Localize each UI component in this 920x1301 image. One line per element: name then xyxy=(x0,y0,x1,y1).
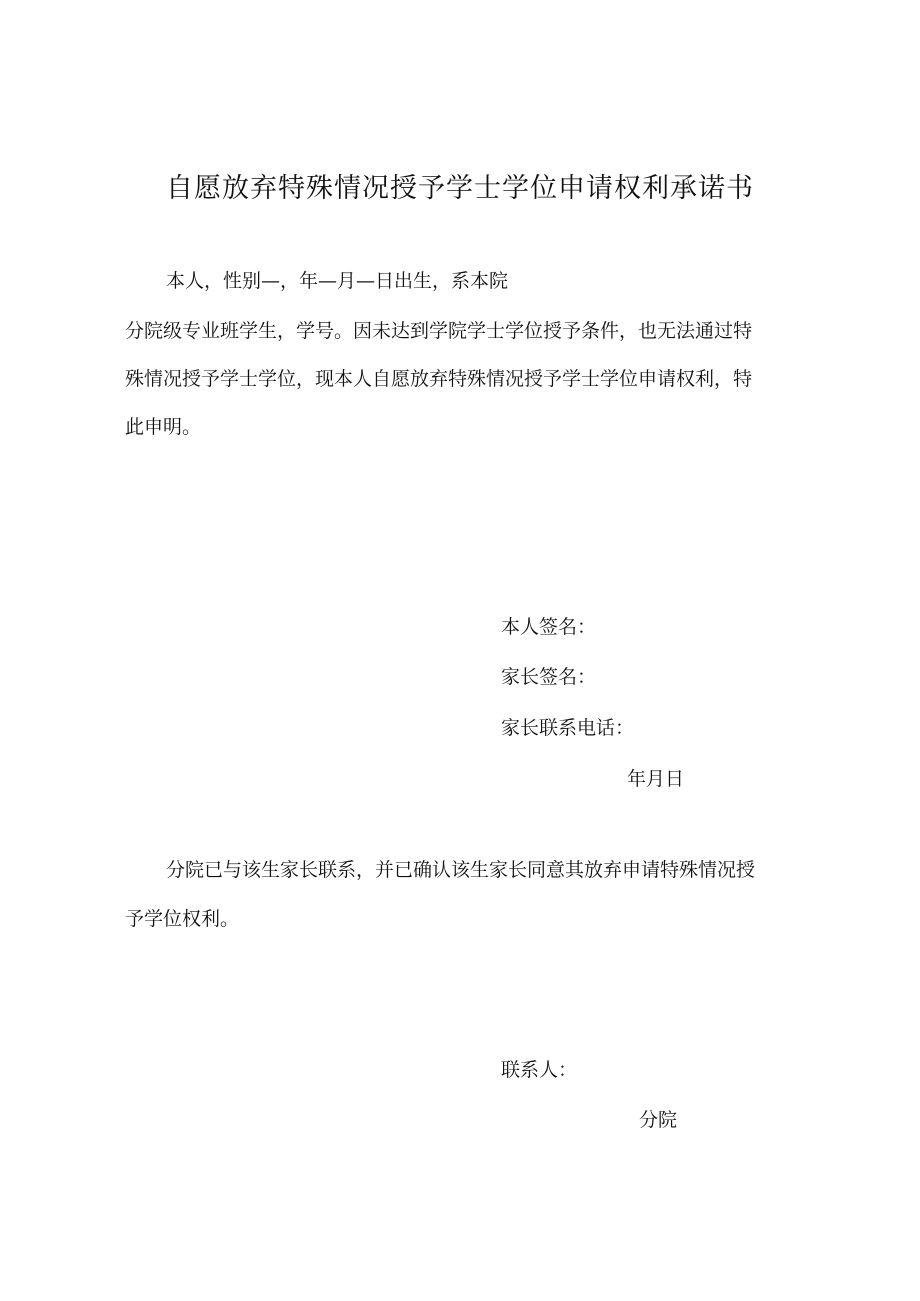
contact-person-label: 联系人： xyxy=(501,1059,578,1081)
paragraph1-line4: 此申明。 xyxy=(125,416,202,438)
parent-signature-label: 家长签名： xyxy=(501,666,597,688)
paragraph1-line3: 殊情况授予学士学位，现本人自愿放弃特殊情况授予学士学位申请权利，特 xyxy=(125,368,753,390)
document-title: 自愿放弃特殊情况授予学士学位申请权利承诺书 xyxy=(166,173,754,204)
parent-phone-label: 家长联系电话： xyxy=(501,717,635,739)
self-signature-label: 本人签名： xyxy=(501,616,597,638)
paragraph1-line2: 分院级专业班学生，学号。因未达到学院学士学位授予条件，也无法通过特 xyxy=(125,320,753,342)
paragraph1-line1: 本人，性别—，年—月—日出生，系本院 xyxy=(166,270,509,292)
branch-label: 分院 xyxy=(639,1109,678,1131)
paragraph2-line1: 分院已与该生家长联系，并已确认该生家长同意其放弃申请特殊情况授 xyxy=(166,859,756,881)
paragraph2-line2: 予学位权利。 xyxy=(125,908,240,930)
signature-date-label: 年月日 xyxy=(627,768,685,790)
